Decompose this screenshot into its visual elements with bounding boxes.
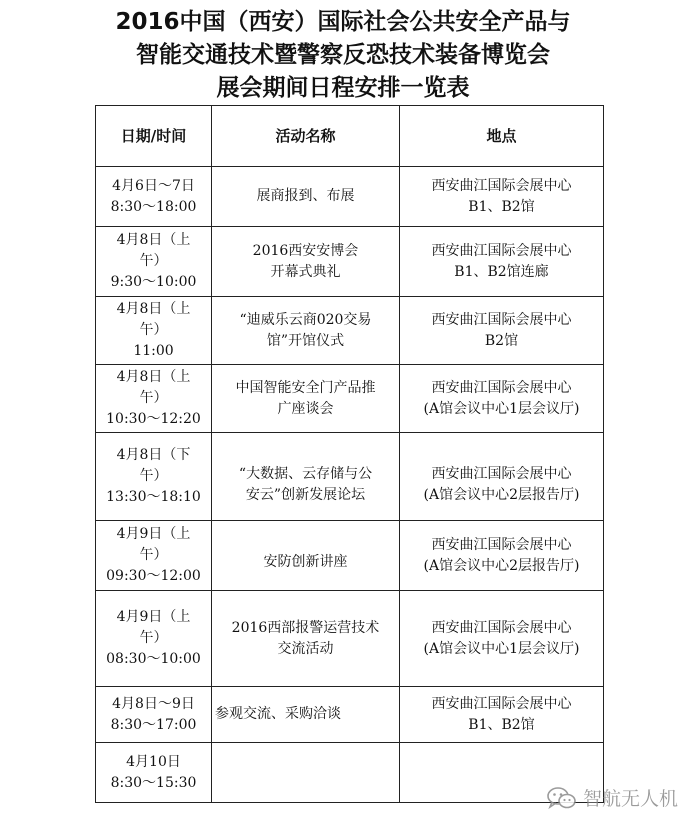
date-line: 4月6日～7日 (112, 177, 195, 194)
table-header-row (96, 106, 604, 167)
location-line: (A馆会议中心1层会议厅) (423, 640, 580, 657)
header-activity: 活动名称 (212, 106, 400, 167)
date-line: 4月8日（上 (116, 301, 191, 317)
location-line: B1、B2馆连廊 (454, 263, 549, 280)
table-row (96, 687, 604, 743)
cell-activity (212, 227, 400, 297)
location-line: B1、B2馆 (468, 716, 535, 733)
time-line: 8:30～18:00 (110, 198, 197, 215)
activity-line: 参观交流、采购洽谈 (215, 706, 341, 722)
document-title (0, 6, 686, 105)
date-line: 午） (139, 322, 168, 338)
date-line: 4月8日（上 (116, 369, 191, 385)
date-line: 4月9日（上 (116, 609, 191, 625)
title-line-2: 智能交通技术暨警察反恐技术装备博览会 (136, 42, 550, 68)
location-line: 西安曲江国际会展中心 (431, 619, 572, 636)
cell-location (400, 167, 604, 227)
time-line: 9:30～10:00 (110, 274, 197, 290)
cell-activity (212, 591, 400, 687)
header-date: 日期/时间 (96, 106, 212, 167)
cell-activity (212, 521, 400, 591)
table-row (96, 521, 604, 591)
date-line: 午） (139, 390, 168, 406)
cell-location (400, 687, 604, 743)
cell-activity (212, 743, 400, 803)
activity-line: 展商报到、布展 (256, 188, 355, 204)
time-line: 09:30～12:00 (106, 568, 201, 584)
watermark (547, 784, 678, 811)
location-line: 西安曲江国际会展中心 (431, 311, 572, 328)
activity-line: 安防创新讲座 (263, 554, 348, 570)
table-row (96, 167, 604, 227)
date-line: 4月8日（下 (116, 447, 191, 463)
location-line: 西安曲江国际会展中心 (431, 242, 572, 259)
table-row (96, 743, 604, 803)
location-line: 西安曲江国际会展中心 (431, 177, 572, 194)
location-line: B2馆 (484, 332, 519, 349)
cell-activity (212, 687, 400, 743)
activity-line: 2016西安安博会 (252, 242, 359, 259)
cell-date (96, 167, 212, 227)
date-line: 午） (139, 630, 168, 646)
title-line-3: 展会期间日程安排一览表 (216, 75, 470, 101)
activity-line: “迪威乐云商020交易 (239, 311, 372, 328)
date-line: 4月10日 (126, 753, 181, 770)
cell-date (96, 297, 212, 365)
date-line: 4月8日（上 (116, 232, 191, 248)
cell-activity (212, 365, 400, 433)
location-line: (A馆会议中心2层报告厅) (423, 486, 580, 503)
cell-date (96, 227, 212, 297)
cell-date (96, 743, 212, 803)
activity-line: 交流活动 (277, 640, 334, 657)
activity-line: 中国智能安全门产品推 (235, 379, 376, 396)
activity-line: 2016西部报警运营技术 (231, 619, 380, 636)
activity-line: “大数据、云存储与公 (238, 465, 373, 482)
activity-line: 广座谈会 (277, 400, 334, 417)
cell-location (400, 227, 604, 297)
cell-date (96, 521, 212, 591)
location-line: (A馆会议中心1层会议厅) (423, 400, 580, 417)
date-line: 午） (139, 253, 168, 269)
location-line: (A馆会议中心2层报告厅) (423, 557, 580, 574)
time-line: 8:30～17:00 (110, 716, 197, 733)
watermark-text: 智航无人机 (582, 788, 678, 810)
location-line: B1、B2馆 (468, 198, 535, 215)
date-line: 4月8日～9日 (112, 695, 195, 712)
table-row (96, 227, 604, 297)
location-line: 西安曲江国际会展中心 (431, 379, 572, 396)
wechat-icon (547, 786, 577, 810)
cell-date (96, 687, 212, 743)
time-line: 08:30～10:00 (106, 651, 201, 667)
time-line: 11:00 (133, 343, 174, 359)
schedule-table (95, 105, 604, 803)
activity-line: 开幕式典礼 (270, 263, 341, 280)
time-line: 13:30～18:10 (106, 489, 201, 505)
date-line: 4月9日（上 (116, 526, 191, 542)
time-line: 8:30～15:30 (110, 774, 197, 791)
date-line: 午） (139, 547, 168, 563)
location-line: 西安曲江国际会展中心 (431, 695, 572, 712)
table-row (96, 591, 604, 687)
table-row (96, 365, 604, 433)
title-line-1: 2016中国（西安）国际社会公共安全产品与 (115, 9, 571, 35)
cell-location (400, 591, 604, 687)
cell-activity (212, 297, 400, 365)
header-location: 地点 (400, 106, 604, 167)
cell-activity (212, 433, 400, 521)
time-line: 10:30～12:20 (106, 411, 201, 427)
location-line: 西安曲江国际会展中心 (431, 536, 572, 553)
cell-activity (212, 167, 400, 227)
cell-date (96, 365, 212, 433)
table-row (96, 433, 604, 521)
activity-line: 馆”开馆仪式 (266, 332, 345, 349)
cell-location (400, 297, 604, 365)
table-row (96, 297, 604, 365)
location-line: 西安曲江国际会展中心 (431, 465, 572, 482)
activity-line: 安云”创新发展论坛 (245, 486, 366, 503)
cell-location (400, 433, 604, 521)
cell-location (400, 365, 604, 433)
cell-date (96, 433, 212, 521)
date-line: 午） (139, 468, 168, 484)
cell-location (400, 521, 604, 591)
cell-date (96, 591, 212, 687)
